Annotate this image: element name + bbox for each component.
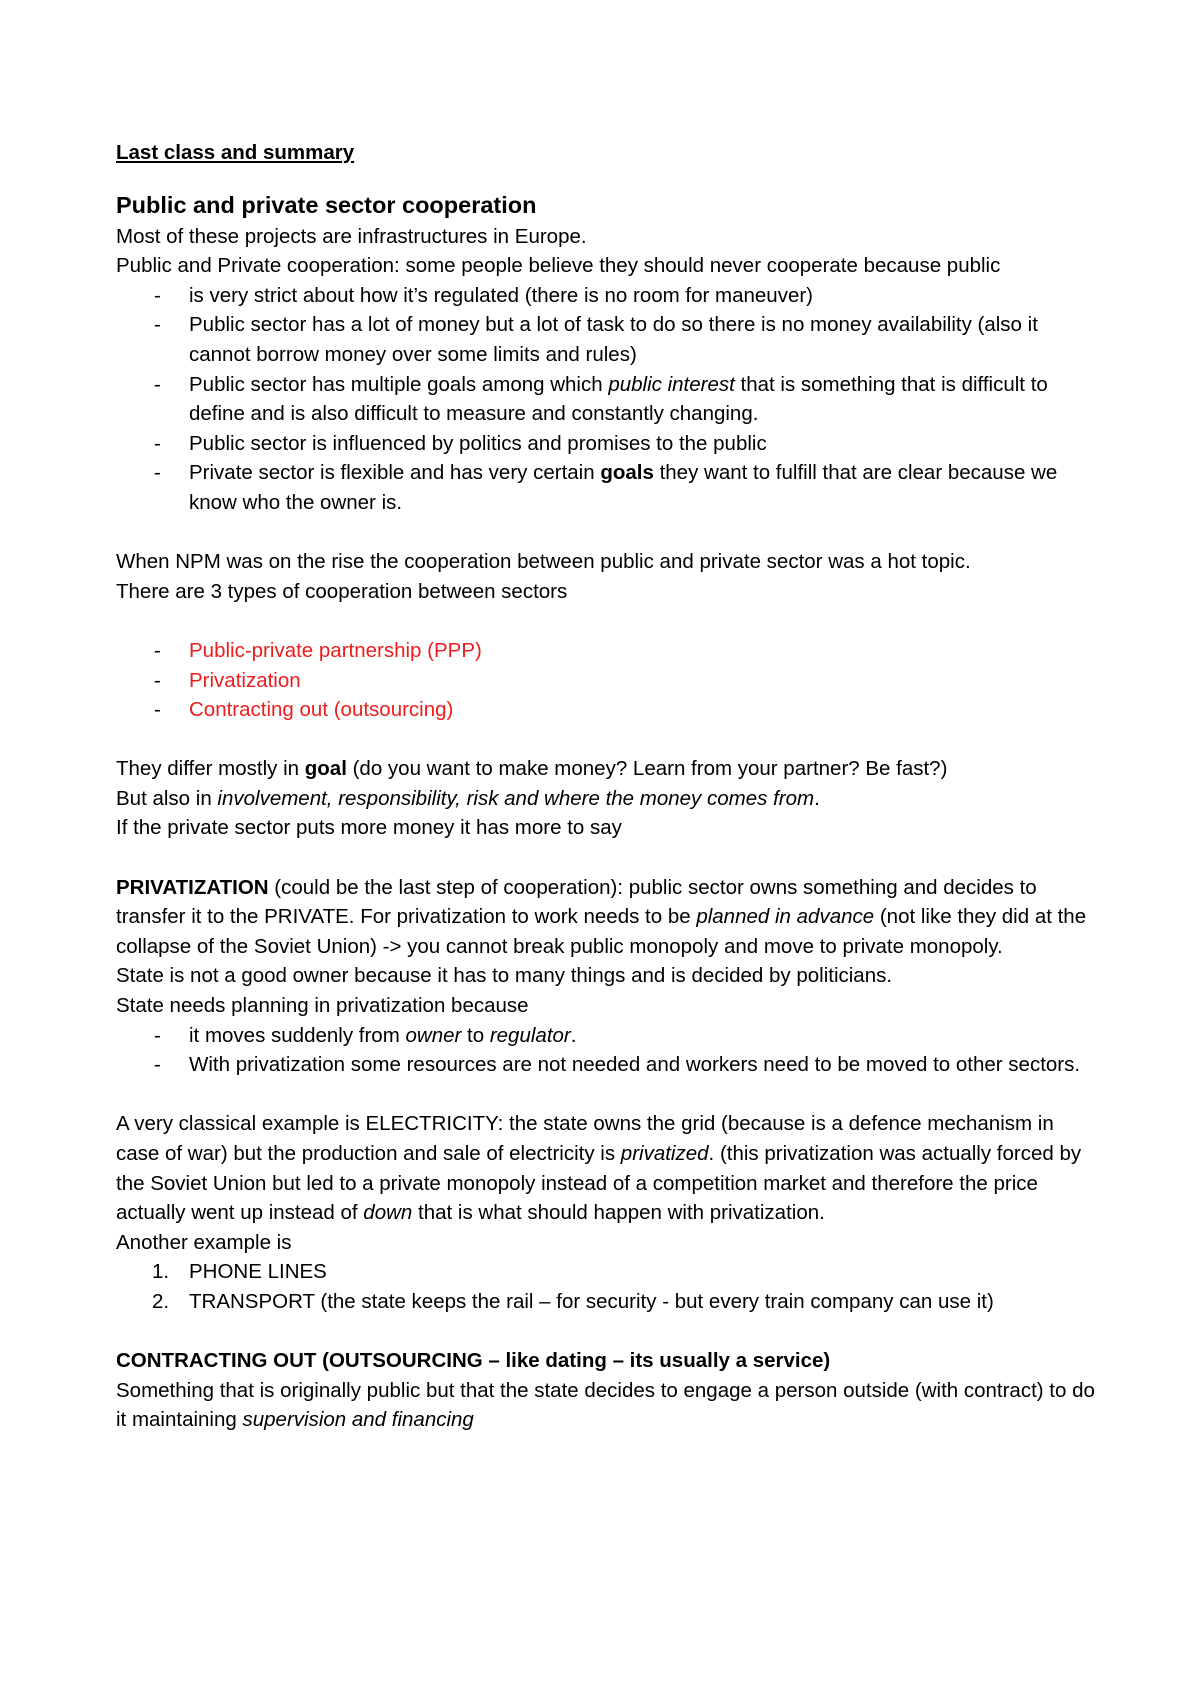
bullet-item: - is very strict about how it’s regulated (there is no room for maneuver) (116, 281, 1100, 311)
spacer (116, 518, 1100, 548)
bullet-text: Private sector is flexible and has very certain (189, 461, 601, 485)
spacer (116, 606, 1100, 636)
privatization-paragraph (116, 873, 1100, 962)
paragraph-line: When NPM was on the rise the cooperation between public and private sector was a hot topic. (116, 550, 971, 574)
intro-line: Public and Private cooperation: some people believe they should never cooperate because public (116, 254, 1001, 278)
emphasis-text: owner (405, 1023, 462, 1047)
emphasis-text: planned in advance (696, 905, 875, 929)
bullet-text: that is something that is difficult to define and is also difficult to measure and constantly changing. (189, 372, 1048, 426)
cooperation-types-list (116, 636, 1100, 725)
bullet-item (116, 458, 1100, 517)
text-run: They differ mostly in (116, 757, 305, 781)
bullet-item (116, 1021, 1100, 1051)
bullet-text: to (461, 1023, 490, 1047)
bullet-item: - With privatization some resources are not needed and workers need to be moved to other sectors. (116, 1050, 1100, 1080)
emphasis-text: supervision and financing (242, 1408, 474, 1432)
privatization-heading: PRIVATIZATION (116, 875, 269, 899)
paragraph-line: Another example is (116, 1230, 292, 1254)
section-title: Public and private sector cooperation (116, 191, 537, 218)
electricity-paragraph (116, 1109, 1100, 1227)
example-item (116, 1287, 1100, 1317)
emphasis-text: involvement, responsibility, risk and where the money comes from (217, 786, 815, 810)
paragraph-line: State is not a good owner because it has to many things and is decided by politicians. (116, 964, 893, 988)
paragraph-line: State needs planning in privatization because (116, 994, 529, 1018)
bullet-item: - Public sector is influenced by politics and promises to the public (116, 429, 1100, 459)
document-title: Last class and summary (116, 141, 355, 164)
emphasis-text: privatized (620, 1142, 709, 1165)
example-item (116, 1257, 1100, 1287)
emphasis-text: regulator (489, 1023, 571, 1047)
bold-text: CONTRACTING OUT (OUTSOURCING – like dating – its usually a service) (116, 1349, 831, 1373)
text-run: . (814, 786, 820, 810)
bullet-text: it moves suddenly from (189, 1023, 406, 1047)
bullet-item (116, 370, 1100, 429)
spacer (116, 1080, 1100, 1110)
paragraph-line (116, 754, 1100, 784)
bullet-item: - Public sector has a lot of money but a lot of task to do so there is no money availability (also it cannot borrow money over some limits and rules) (116, 310, 1100, 369)
intro-line: Most of these projects are infrastructures in Europe. (116, 224, 587, 248)
paragraph-line: If the private sector puts more money it has more to say (116, 816, 622, 840)
privatization-bullets (116, 1021, 1100, 1080)
example-text: TRANSPORT (the state keeps the rail – for security - but every train company can use it) (189, 1289, 994, 1313)
text-run: (do you want to make money? Learn from your partner? Be fast?) (346, 757, 948, 781)
emphasis-text: public interest (608, 372, 735, 396)
text-run: A very classical example is ELECTRICITY: the state owns the grid (because is a defence mechanism in case of war) but the production and sale of electricity is (116, 1112, 1054, 1165)
list-number: 2. (152, 1289, 170, 1313)
example-text: PHONE LINES (189, 1260, 327, 1284)
bold-text: goals (600, 461, 654, 485)
bullet-text: they want to fulfill that are clear because we know who the owner is. (189, 461, 1058, 514)
bold-text: goal (304, 757, 347, 781)
spacer (116, 1317, 1100, 1347)
text-run: (not like they did at the collapse of the Soviet Union) -> you cannot break public monopoly and move to private monopoly. (116, 905, 1087, 958)
emphasis-text: down (363, 1201, 413, 1225)
example-list (116, 1257, 1100, 1316)
cooperation-type-privatization: - Privatization (116, 666, 1100, 696)
text-run: that is what should happen with privatization. (412, 1201, 825, 1225)
contracting-paragraph (116, 1376, 1100, 1435)
bullet-text: . (570, 1023, 577, 1047)
bullet-text: Public sector has multiple goals among which (189, 372, 609, 396)
text-run: . (this privatization was actually forced by the Soviet Union but led to a private monopoly instead of a competition market and therefore the price actually went up instead of (116, 1142, 1082, 1225)
spacer (116, 725, 1100, 755)
text-run: Something that is originally public but that the state decides to engage a person outside (with contract) to do it maintaining (116, 1378, 1095, 1432)
paragraph-line (116, 784, 1100, 814)
list-number: 1. (152, 1260, 170, 1284)
spacer (116, 843, 1100, 873)
cooperation-type-contracting: - Contracting out (outsourcing) (116, 695, 1100, 725)
paragraph-line: There are 3 types of cooperation between sectors (116, 579, 568, 603)
cooperation-type-ppp: - Public-private partnership (PPP) (116, 636, 1100, 666)
text-run: (could be the last step of cooperation): public sector owns something and decides to transfer it to the PRIVATE. For privatization to work needs to be (116, 875, 1037, 929)
text-run: But also in (116, 786, 218, 810)
contracting-heading (116, 1346, 1100, 1376)
public-private-bullets (116, 281, 1100, 518)
